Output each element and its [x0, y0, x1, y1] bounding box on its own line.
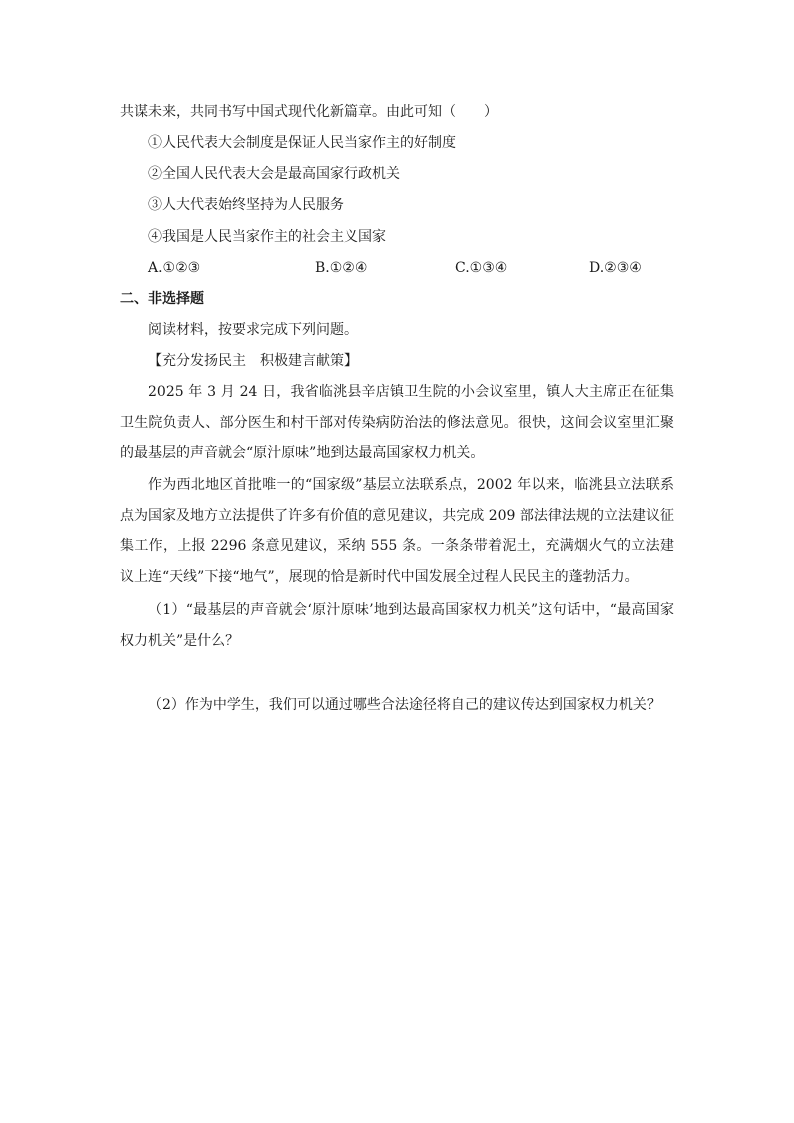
material-paragraph-1: 2025 年 3 月 24 日，我省临洮县辛店镇卫生院的小会议室里，镇人大主席正在征集卫生院负责人、部分医生和村干部对传染病防治法的修法意见。很快，这间会议室里汇聚的最基层的声音就会“原汁原味”地到达最高国家权力机关。: [120, 384, 674, 461]
question-2: （2）作为中学生，我们可以通过哪些合法途径将自己的建议传达到国家权力机关？: [148, 697, 661, 713]
statement-3: ③人大代表始终坚持为人民服务: [148, 197, 344, 213]
statement-1: ①人民代表大会制度是保证人民当家作主的好制度: [148, 135, 456, 151]
question-1: （1）“最基层的声音就会‘原汁原味’地到达最高国家权力机关”这句话中，“最高国家权力机关”是什么？: [120, 602, 674, 649]
section-heading: 二、非选择题: [120, 291, 204, 307]
option-c: C.①③④: [455, 260, 508, 276]
question-stem-tail: 共谋未来，共同书写中国式现代化新篇章。由此可知（ ）: [120, 104, 498, 120]
material-topic: 【充分发扬民主 积极建言献策】: [148, 353, 358, 369]
option-b: B.①②④: [315, 260, 368, 276]
option-d: D.②③④: [589, 260, 642, 276]
option-a: A.①②③: [148, 260, 201, 276]
material-paragraph-2: 作为西北地区首批唯一的“国家级”基层立法联系点，2002 年以来，临洮县立法联系点为国家及地方立法提供了许多有价值的意见建议，共完成 209 部法律法规的立法建议征集工作，上报 2296 条意见建议，采纳 555 条。一条条带着泥土，充满烟火气的立法建议上连“天线”下接“地气”，展现的恰是新时代中国发展全过程人民民主的蓬勃活力。: [120, 477, 674, 585]
statement-4: ④我国是人民当家作主的社会主义国家: [148, 229, 386, 245]
section-instruction: 阅读材料，按要求完成下列问题。: [148, 322, 358, 338]
statement-2: ②全国人民代表大会是最高国家行政机关: [148, 166, 400, 182]
